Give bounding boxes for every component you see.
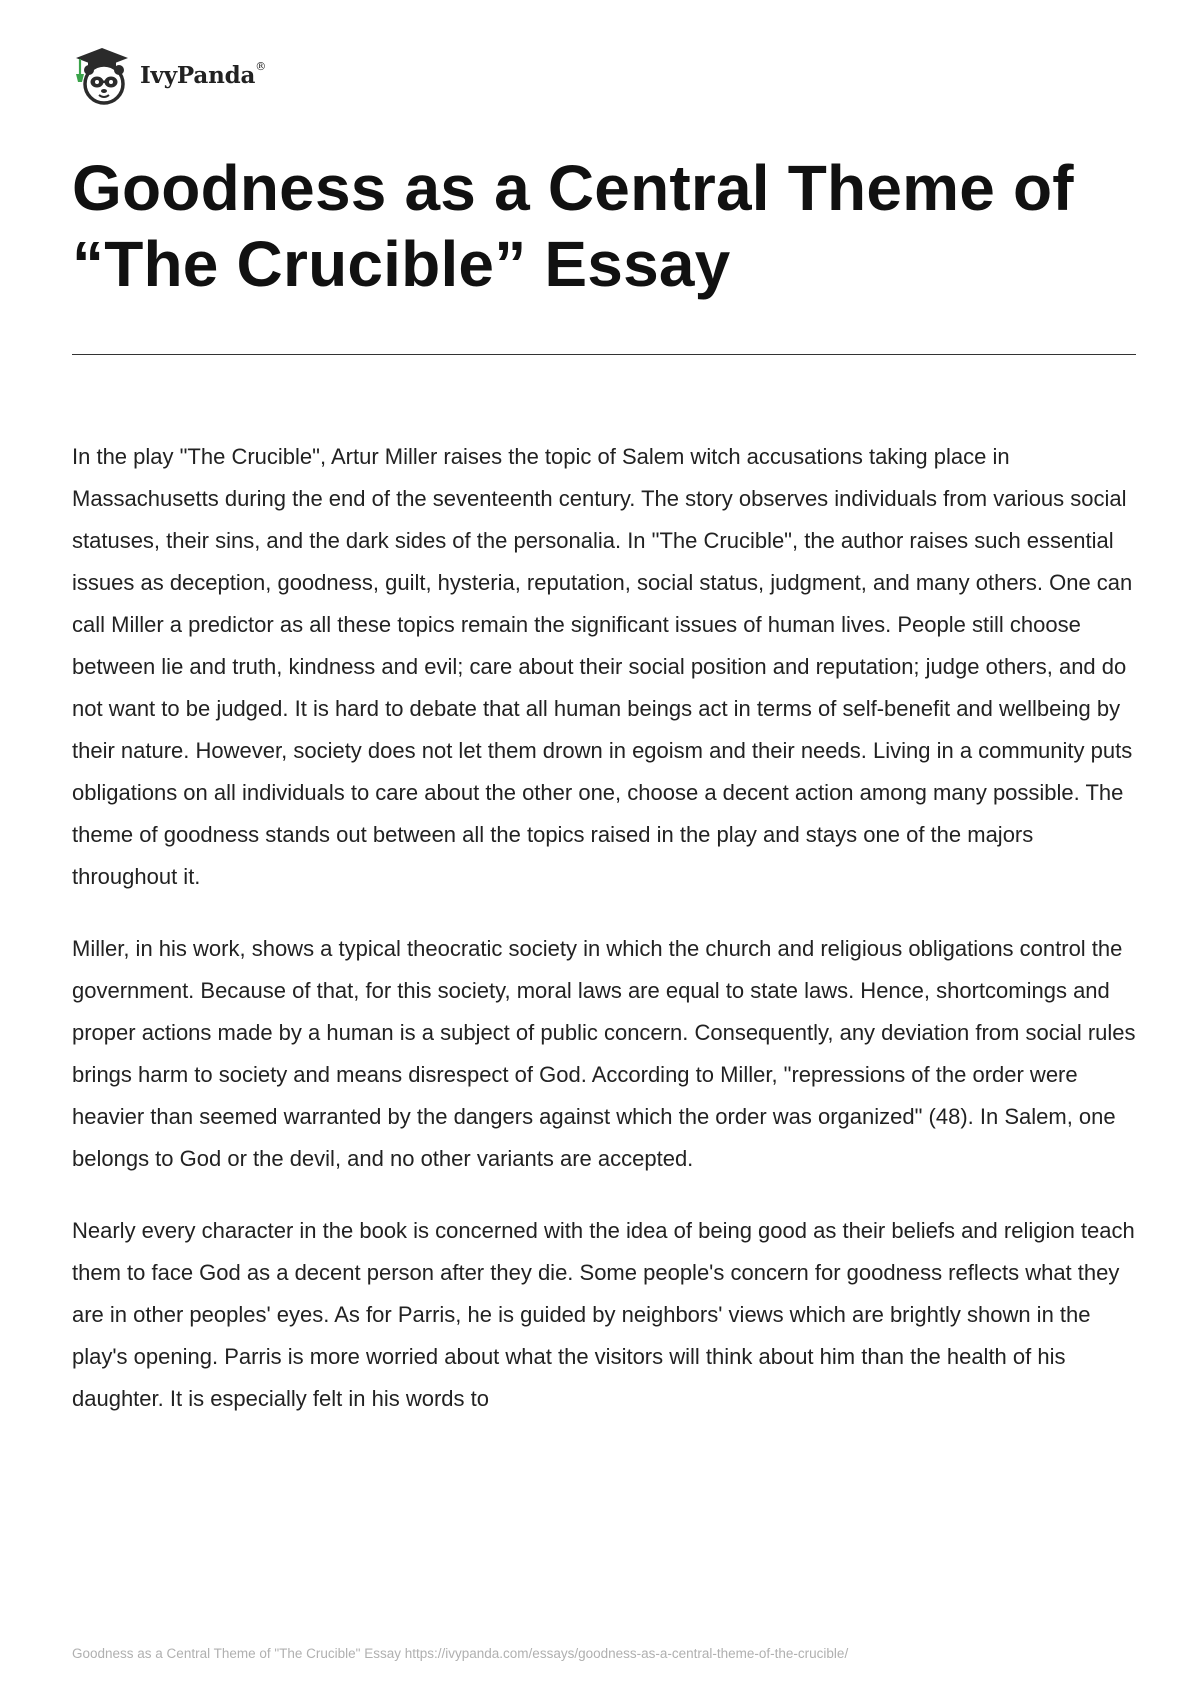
- brand-name: IvyPanda®: [140, 59, 266, 89]
- essay-paragraph: Nearly every character in the book is concerned with the idea of being good as their beliefs and religion teach them to face God as a decent person after they die. Some people's concern for goodness reflects what they are in other peoples' eyes. As for Parris, he is guided by neighbors' views which are brightly shown in the play's opening. Parris is more worried about what the visitors will think about him than the health of his daughter. It is especially felt in his words to: [72, 1218, 1135, 1411]
- page-footer-citation: Goodness as a Central Theme of "The Crucible" Essay https://ivypanda.com/essays/goodness-as-a-central-theme-of-the-crucible/: [72, 1646, 849, 1661]
- title-divider: [72, 354, 1136, 355]
- essay-paragraph: In the play "The Crucible", Artur Miller raises the topic of Salem witch accusations taking place in Massachusetts during the end of the seventeenth century. The story observes individuals from various social statuses, their sins, and the dark sides of the personalia. In "The Crucible", the author raises such essential issues as deception, goodness, guilt, hysteria, reputation, social status, judgment, and many others. One can call Miller a predictor as all these topics remain the significant issues of human lives. People still choose between lie and truth, kindness and evil; care about their social position and reputation; judge others, and do not want to be judged. It is hard to debate that all human beings act in terms of self-benefit and wellbeing by their nature. However, society does not let them drown in egoism and their needs. Living in a community puts obligations on all individuals to care about the other one, choose a decent action among many possible. The theme of goodness stands out between all the topics raised in the play and stays one of the majors throughout it.: [72, 444, 1133, 889]
- essay-title: Goodness as a Central Theme of “The Crucible” Essay: [72, 152, 1074, 300]
- essay-paragraph: Miller, in his work, shows a typical theocratic society in which the church and religious obligations control the government. Because of that, for this society, moral laws are equal to state laws. Hence, shortcomings and proper actions made by a human is a subject of public concern. Consequently, any deviation from social rules brings harm to society and means disrespect of God. According to Miller, "repressions of the order were heavier than seemed warranted by the dangers against which the order was organized" (48). In Salem, one belongs to God or the devil, and no other variants are accepted.: [72, 936, 1136, 1171]
- panda-graduation-cap-logo-icon: [70, 44, 136, 106]
- brand-logo[interactable]: [70, 44, 266, 106]
- essay-body: [72, 436, 1140, 1450]
- registered-mark: ®: [255, 59, 266, 73]
